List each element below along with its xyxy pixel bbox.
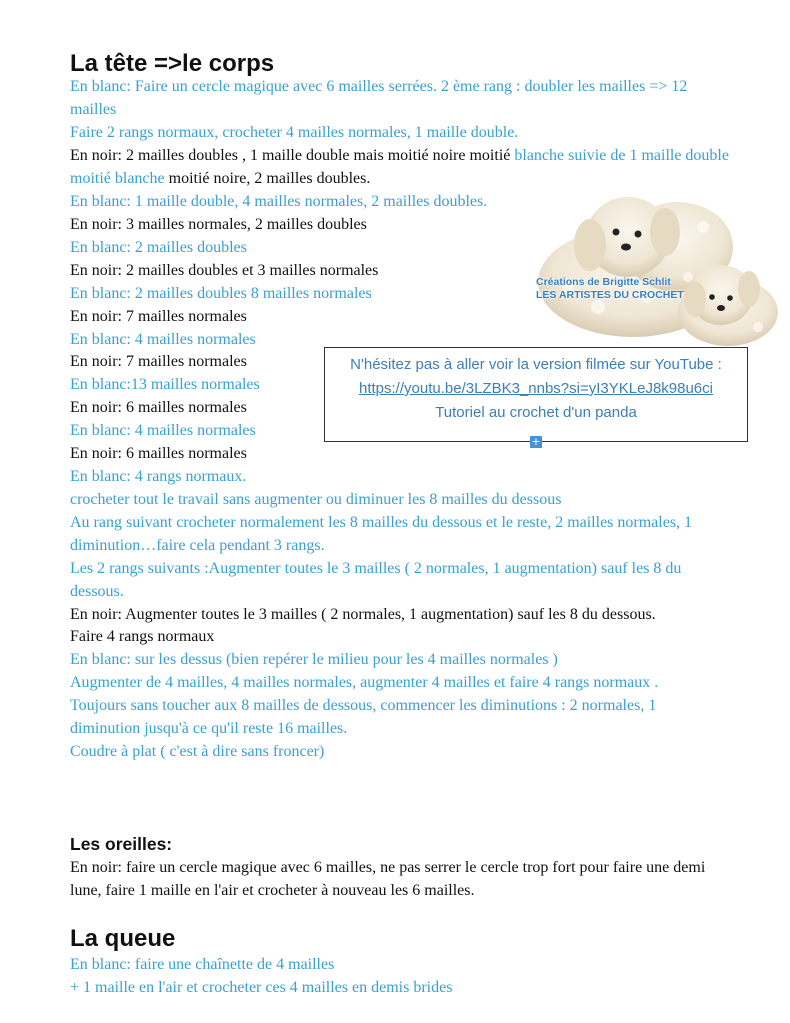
heading-ears: Les oreilles: — [70, 834, 173, 854]
youtube-tutorial-title: Tutoriel au crochet d'un panda — [435, 404, 637, 421]
text-span: En blanc: 4 rangs normaux. — [70, 467, 247, 485]
text-span: Faire 4 rangs normaux — [70, 628, 215, 646]
text-span: En blanc: 4 mailles normales — [70, 330, 256, 348]
paragraph — [70, 672, 720, 695]
body-bottom-text — [70, 489, 720, 764]
paragraph — [70, 512, 720, 558]
youtube-intro: N'hésitez pas à aller voir la version filmée sur YouTube : — [350, 356, 722, 373]
text-span: En noir: 6 mailles normales — [70, 445, 247, 463]
text-span: Les 2 rangs suivants :Augmenter toutes le 3 mailles ( 2 normales, 1 augmentation) sauf les 8 du dessous. — [70, 559, 682, 600]
text-span: En blanc: 2 mailles doubles — [70, 238, 247, 256]
paragraph — [70, 145, 730, 191]
paragraph — [70, 76, 730, 122]
paragraph — [70, 558, 720, 604]
expand-plus-icon[interactable]: + — [531, 435, 541, 448]
paragraph — [70, 857, 730, 903]
text-span: + 1 maille en l'air et crocheter ces 4 mailles en demis brides — [70, 978, 453, 996]
heading-body: La tête =>le corps — [70, 50, 275, 77]
ears-text — [70, 857, 730, 903]
text-span: En noir: faire un cercle magique avec 6 mailles, ne pas serrer le cercle trop fort pour faire une demi lune, faire 1 maille en l'air et crocheter à nouveau les 6 mailles. — [70, 859, 706, 899]
text-span: Coudre à plat ( c'est à dire sans froncer) — [70, 742, 325, 760]
text-span: En blanc:13 mailles normales — [70, 376, 260, 394]
text-span: En blanc: 1 maille double, 4 mailles normales, 2 mailles doubles. — [70, 192, 488, 210]
paragraph — [70, 489, 720, 512]
text-span: En noir: 2 mailles doubles et 3 mailles normales — [70, 261, 379, 279]
paragraph — [70, 741, 720, 764]
text-span: crocheter tout le travail sans augmenter ou diminuer les 8 mailles du dessous — [70, 491, 562, 508]
text-span: En noir: 2 mailles doubles , 1 maille double mais moitié noire moitié — [70, 146, 515, 164]
paragraph — [70, 649, 720, 672]
text-span: blanche suivie de 1 maille double moitié blanche — [70, 146, 729, 187]
paragraph — [70, 626, 720, 649]
text-span: Au rang suivant crocheter normalement les 8 mailles du dessous et le reste, 2 mailles normales, 1 diminution…faire cela pendant 3 rangs. — [70, 513, 693, 554]
text-span: En blanc: Faire un cercle magique avec 6 mailles serrées. 2 ème rang : doubler les mailles => 12 mailles — [70, 78, 688, 118]
text-span: En noir: 7 mailles normales — [70, 353, 247, 371]
paragraph — [70, 695, 720, 741]
photo-caption — [536, 276, 684, 302]
text-span: Faire 2 rangs normaux, crocheter 4 mailles normales, 1 maille double. — [70, 123, 519, 141]
tail-text — [70, 954, 730, 1000]
text-span: Augmenter de 4 mailles, 4 mailles normales, augmenter 4 mailles et faire 4 rangs normaux . — [70, 674, 659, 692]
text-span: En noir: 3 mailles normales, 2 mailles doubles — [70, 216, 367, 233]
caption-credit: Créations de Brigitte Schlit — [536, 276, 671, 288]
paragraph — [70, 122, 730, 145]
text-span: En noir: 7 mailles normales — [70, 307, 247, 325]
youtube-link[interactable]: https://youtu.be/3LZBK3_nnbs?si=yI3YKLeJ8k98u6ci — [359, 380, 713, 397]
paragraph — [70, 443, 730, 466]
paragraph — [70, 466, 730, 489]
text-span: En blanc: 4 mailles normales — [70, 422, 256, 440]
text-span: En blanc: 2 mailles doubles 8 mailles normales — [70, 284, 372, 302]
paragraph — [70, 954, 730, 977]
paragraph — [70, 977, 730, 1000]
text-span: Toujours sans toucher aux 8 mailles de dessous, commencer les diminutions : 2 normales, 1 diminution jusqu'à ce qu'il reste 16 mailles. — [70, 697, 657, 738]
text-span: moitié noire, 2 mailles doubles. — [164, 169, 371, 187]
text-span: En noir: Augmenter toutes le 3 mailles ( 2 normales, 1 augmentation) sauf les 8 du dessous. — [70, 605, 656, 623]
heading-tail: La queue — [70, 925, 176, 952]
paragraph — [70, 604, 720, 627]
text-span: En blanc: faire une chaînette de 4 mailles — [70, 956, 335, 973]
crochet-dogs-photo — [528, 187, 780, 349]
text-span: En noir: 6 mailles normales — [70, 399, 247, 417]
caption-group: LES ARTISTES DU CROCHET — [536, 289, 684, 301]
youtube-callout-box — [324, 347, 748, 442]
text-span: En blanc: sur les dessus (bien repérer le milieu pour les 4 mailles normales ) — [70, 651, 558, 669]
